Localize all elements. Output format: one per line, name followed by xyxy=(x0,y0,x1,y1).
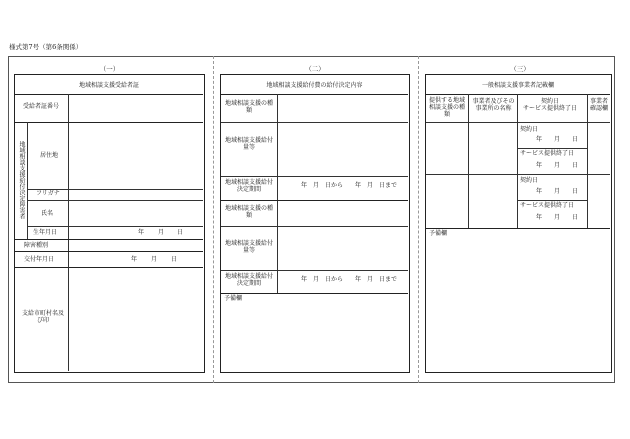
panel2-heading: 地域相談支援給付費の給付決定内容 xyxy=(266,82,363,89)
col-business-name: 事業者及びその事業所の名称 xyxy=(472,98,515,112)
support-type-field-2[interactable] xyxy=(278,201,407,225)
remarks-label-2: 予備欄 xyxy=(224,295,243,302)
support-type-label-2: 地域相談支援の種類 xyxy=(225,205,274,219)
remarks-field-3[interactable] xyxy=(428,240,608,370)
end-date-day-2: 日 xyxy=(572,214,579,221)
benefit-amount-label-2: 地域相談支援給付量等 xyxy=(225,240,274,254)
divider xyxy=(15,251,203,252)
municipality-seal-field[interactable] xyxy=(69,268,202,370)
panel1-number: （一） xyxy=(99,65,120,73)
contract-date-month-1: 月 xyxy=(554,136,561,143)
end-date-label-2: サービス提供終了日 xyxy=(520,202,575,209)
remarks-field-2[interactable] xyxy=(223,305,406,370)
divider xyxy=(426,174,610,175)
divider xyxy=(426,94,610,95)
fold-line-1 xyxy=(213,56,214,383)
divider xyxy=(426,228,610,229)
col-provider-confirm: 事業者確認欄 xyxy=(589,98,608,112)
divider xyxy=(221,176,408,177)
address-label: 居住地 xyxy=(40,152,59,159)
divider xyxy=(517,200,587,201)
divider xyxy=(221,293,408,294)
disability-type-label: 障害種別 xyxy=(24,242,49,249)
birthdate-day: 日 xyxy=(177,229,184,236)
divider xyxy=(426,122,610,123)
col-contract-date: 契約日 サービス提供終了日 xyxy=(522,98,577,112)
issue-date-month: 月 xyxy=(151,256,158,263)
benefit-amount-label-1: 地域相談支援給付量等 xyxy=(225,137,274,151)
contract-date-year-1: 年 xyxy=(536,136,543,143)
issue-date-year: 年 xyxy=(131,256,138,263)
divider xyxy=(468,94,469,228)
recipient-number-field[interactable] xyxy=(69,95,202,121)
end-date-month-1: 月 xyxy=(554,162,561,169)
divider xyxy=(517,94,518,228)
address-field[interactable] xyxy=(69,123,202,188)
contract-date-year-2: 年 xyxy=(536,188,543,195)
decision-period-label-2: 地域相談支援給付決定期間 xyxy=(224,273,273,287)
beneficiary-side-label: 地域相談支援給付決定障害者 xyxy=(18,141,25,219)
name-field[interactable] xyxy=(69,201,202,225)
end-date-year-1: 年 xyxy=(536,162,543,169)
end-date-label-1: サービス提供終了日 xyxy=(520,150,575,157)
divider xyxy=(587,94,588,228)
birthdate-label: 生年月日 xyxy=(33,229,58,236)
decision-period-value-1[interactable]: 年 月 日から 年 月 日まで xyxy=(301,182,398,189)
name-label: 氏名 xyxy=(41,210,54,217)
remarks-label-3: 予備欄 xyxy=(429,230,448,237)
contract-date-month-2: 月 xyxy=(554,188,561,195)
support-type-field-1[interactable] xyxy=(278,95,407,121)
panel3-number: （三） xyxy=(510,65,530,73)
benefit-amount-field-2[interactable] xyxy=(278,227,407,269)
fold-line-2 xyxy=(418,56,419,383)
end-date-day-1: 日 xyxy=(572,162,579,169)
col-support-type: 提供する地域相談支援の種類 xyxy=(428,97,465,118)
recipient-number-label: 受給者証番号 xyxy=(23,103,60,110)
panel2-benefit-decision xyxy=(220,74,410,373)
benefit-amount-field-1[interactable] xyxy=(278,123,407,175)
divider xyxy=(221,270,408,271)
contract-date-day-2: 日 xyxy=(572,188,579,195)
divider xyxy=(517,148,587,149)
divider xyxy=(27,122,28,239)
end-date-month-2: 月 xyxy=(554,214,561,221)
contract-date-day-1: 日 xyxy=(572,136,579,143)
contract-date-label-1: 契約日 xyxy=(520,126,539,133)
furigana-label: フリガナ xyxy=(36,190,60,197)
contract-date-label-2: 契約日 xyxy=(520,177,539,184)
disability-type-field[interactable] xyxy=(69,240,202,249)
divider xyxy=(27,226,203,227)
end-date-year-2: 年 xyxy=(536,214,543,221)
decision-period-label-1: 地域相談支援給付決定期間 xyxy=(224,179,273,193)
municipality-label: 支給市町村名及び印 xyxy=(21,310,64,324)
issue-date-day: 日 xyxy=(171,256,178,263)
panel1-heading: 地域相談支援受給者証 xyxy=(78,82,139,89)
furigana-field[interactable] xyxy=(69,190,202,199)
birthdate-month: 月 xyxy=(158,229,165,236)
issue-date-label: 交付年月日 xyxy=(24,256,55,263)
support-type-label-1: 地域相談支援の種類 xyxy=(225,100,274,114)
panel1-recipient-certificate xyxy=(14,74,205,373)
panel3-heading: 一般相談支援事業者記載欄 xyxy=(481,82,554,89)
birthdate-year: 年 xyxy=(138,229,145,236)
decision-period-value-2[interactable]: 年 月 日から 年 月 日まで xyxy=(301,276,398,283)
panel3-provider-section xyxy=(425,74,612,373)
panel2-number: （二） xyxy=(305,65,325,73)
form-number-title: 様式第7号（第6条関係） xyxy=(9,43,83,51)
